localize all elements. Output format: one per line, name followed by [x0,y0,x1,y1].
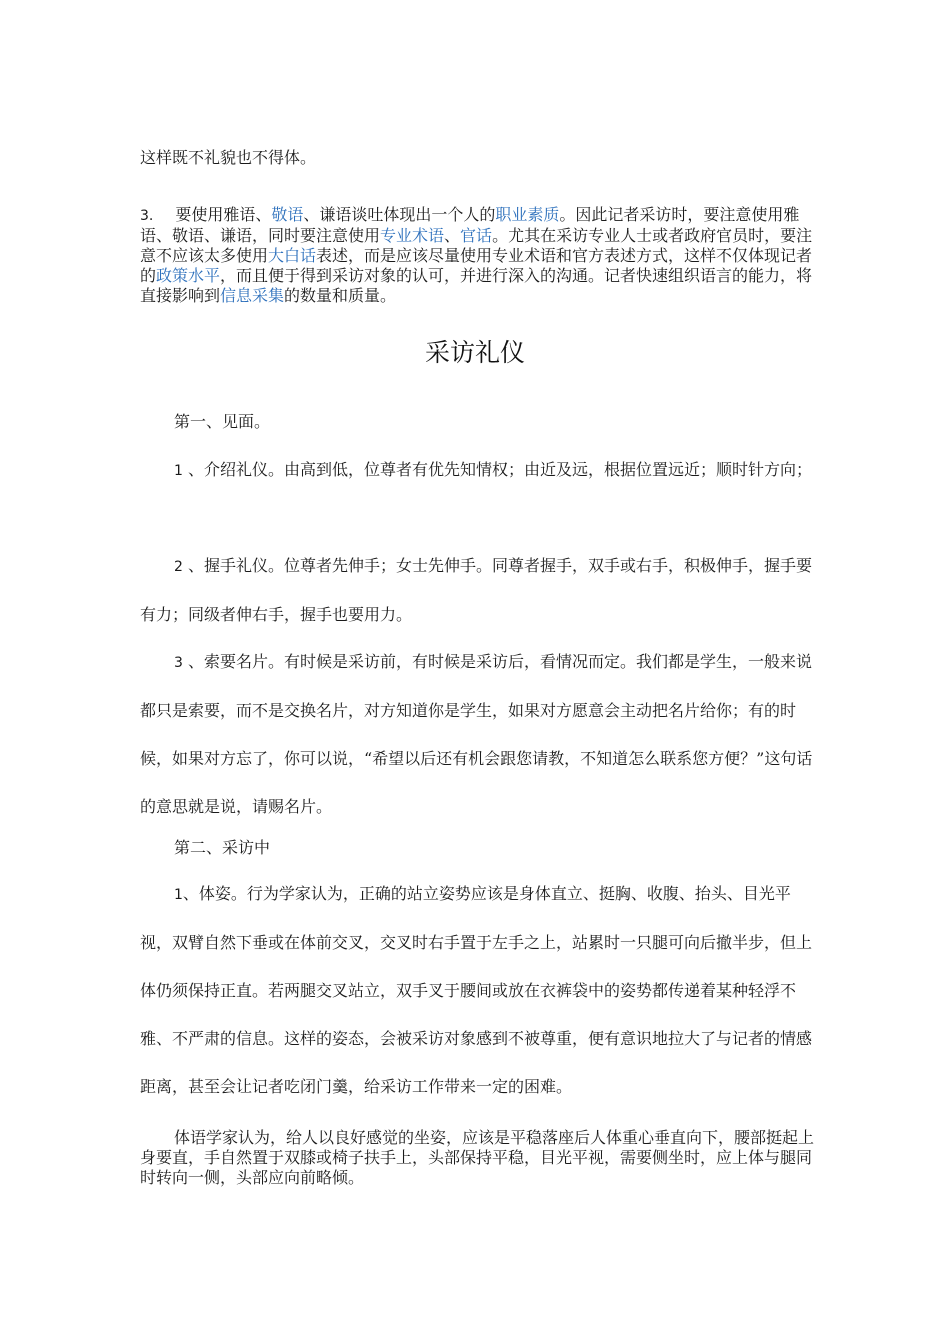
item-number: 3 [174,655,183,671]
heading-text: 第二、采访中 [174,838,271,857]
text-run: 的数量和质量。 [284,286,397,305]
text-run: 、 [444,226,461,245]
point-3-number: 3. [140,208,154,224]
s1-item-1 [140,446,820,495]
text-run: 、谦语谈吐体现出一个人的 [303,205,496,224]
link-xinxi-caiji[interactable]: 信息采集 [220,286,285,305]
text-run: 表述，而是应该尽量使用专业术语和官方表述方式，这样不仅体现记者的 [140,246,813,285]
text-run: 。因此记者采访时，要注意使用雅语、敬语、谦语，同时要注意使用 [140,205,800,245]
s1-heading [140,398,820,446]
text-run: 要使用雅语、 [175,205,272,224]
link-dabaihua[interactable]: 大白话 [268,246,317,265]
item-text: 、索要名片。有时候是采访前，有时候是采访后，看情况而定。我们都是学生，一般来说都只是索要，而不是交换名片，对方知道你是学生，如果对方愿意会主动把名片给你；有的时候，如果对方忘了，你可以说，“希望以后还有机会跟您请教，不知道怎么联系您方便？”这句话的意思就是说，请赐名片。 [140,652,813,816]
text-run: ，而且便于得到采访对象的认可，并进行深入的沟通。记者快速组织语言的能力，将直接影响到 [140,266,813,305]
s1-item-3 [140,638,820,831]
link-guanhua[interactable]: 官话 [460,226,493,245]
item-text: 、握手礼仪。位尊者先伸手；女士先伸手。同尊者握手，双手或右手，积极伸手，握手要有力；同级者伸右手，握手也要用力。 [140,556,813,624]
item-text: 、体姿。行为学家认为，正确的站立姿势应该是身体直立、挺胸、收腹、抬头、目光平视，双臂自然下垂或在体前交叉，交叉时右手置于左手之上，站累时一只腿可向后撤半步，但上体仍须保持正直。若两腿交叉站立，双手叉于腰间或放在衣裤袋中的姿势都传递着某种轻浮不雅、不严肃的信息。这样的姿态，会被采访对象感到不被尊重，便有意识地拉大了与记者的情感距离，甚至会让记者吃闭门羹，给采访工作带来一定的困难。 [140,884,813,1096]
text-run: 。尤其在采访专业人士或者政府官员时，要注意不应该太多使用 [140,226,813,265]
intro-text: 这样既不礼貌也不得体。 [140,148,317,167]
paragraph-text: 体语学家认为，给人以良好感觉的坐姿，应该是平稳落座后人体重心垂直向下，腰部挺起上身要直，手自然置于双膝或椅子扶手上，头部保持平稳，目光平视，需要侧坐时，应上体与腿同时转向一侧，头部应向前略倾。 [140,1128,815,1187]
link-zhengce-shuiping[interactable]: 政策水平 [156,266,221,285]
s1-item-2 [140,542,820,639]
s2-paragraph-2 [140,1128,820,1188]
link-zhiye-suzhi[interactable]: 职业素质 [495,205,560,224]
item-number: 1 [174,463,183,479]
point-3-paragraph [140,205,820,306]
item-text: 、介绍礼仪。由高到低，位尊者有优先知情权；由近及远，根据位置远近；顺时针方向； [182,460,813,479]
s2-heading [140,824,820,872]
item-number: 2 [174,559,183,575]
intro-paragraph [140,148,820,168]
link-jingyu[interactable]: 敬语 [271,205,304,224]
link-zhuanye-shuyu[interactable]: 专业术语 [380,226,445,245]
item-number: 1 [174,887,183,903]
heading-text: 第一、见面。 [174,412,271,431]
s2-item-1 [140,870,820,1111]
section-title: 采访礼仪 [424,338,525,367]
